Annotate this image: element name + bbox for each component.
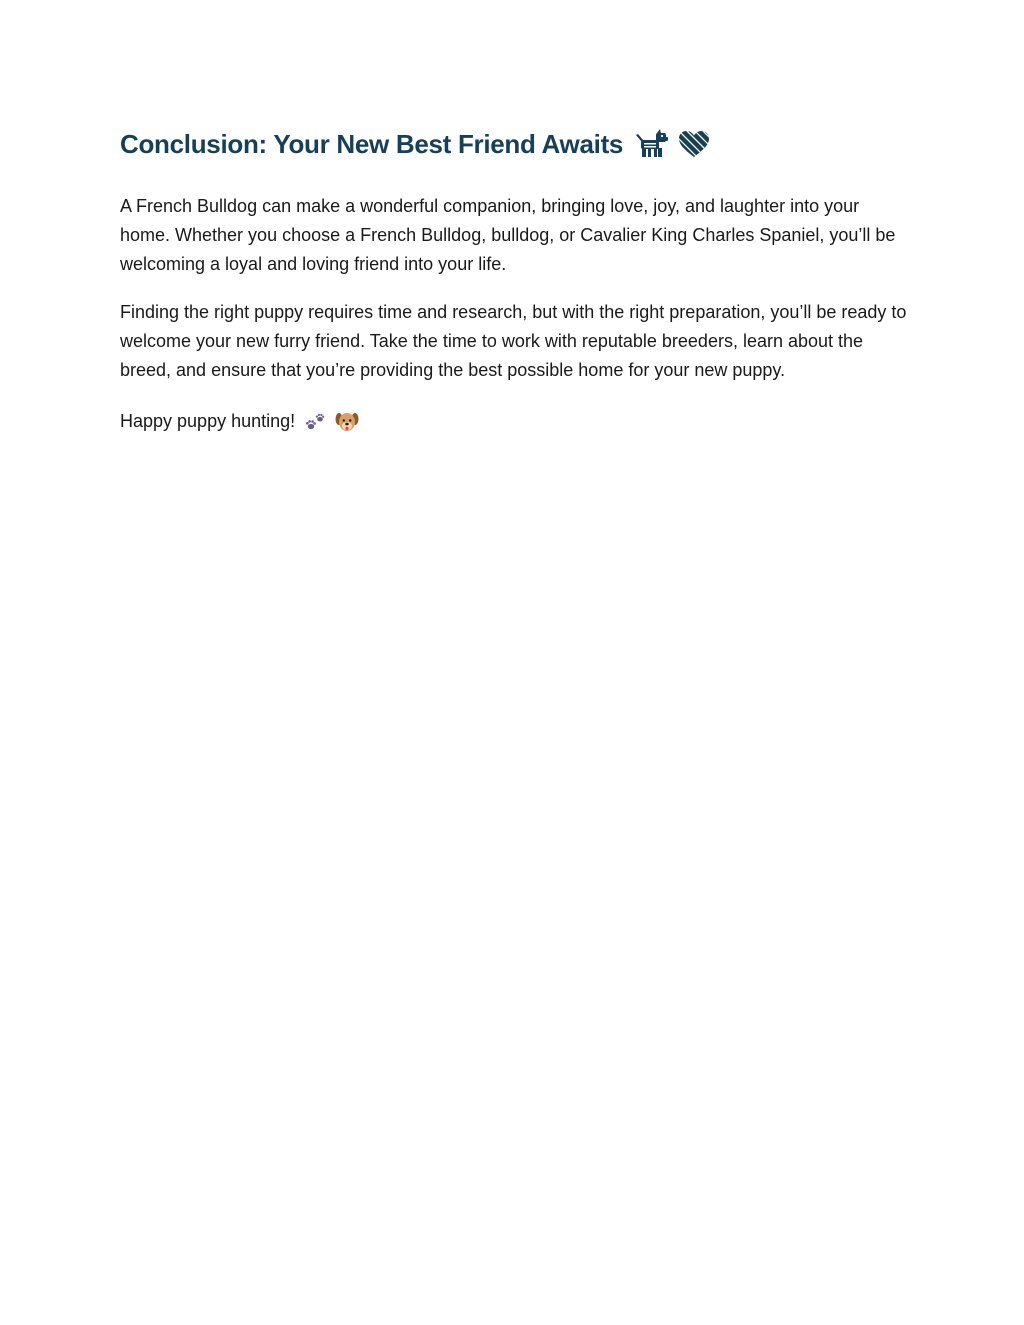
document-content [120, 122, 910, 436]
closing-icons [305, 411, 359, 433]
dog-face-icon [335, 411, 359, 433]
heart-icon [677, 129, 711, 159]
section-heading [120, 122, 910, 166]
paragraph-1: A French Bulldog can make a wonderful companion, bringing love, joy, and laughter into your home. Whether you choose a French Bulldog, bulldog, or Cavalier King Charles Spaniel, you’ll be welcoming a loyal and loving friend into your life. [120, 196, 896, 274]
dog-icon [635, 129, 669, 159]
paragraph-2: Finding the right puppy requires time and research, but with the right preparation, you’ll be ready to welcome your new furry friend. Take the time to work with reputable breeders, learn about the breed, and ensure that you’re providing the best possible home for your new puppy. [120, 302, 907, 380]
closing-line [120, 407, 910, 436]
heading-text: Conclusion: Your New Best Friend Awaits [120, 129, 624, 159]
paw-prints-icon [305, 412, 327, 432]
closing-text: Happy puppy hunting! [120, 411, 296, 431]
heading-icons [635, 129, 711, 159]
